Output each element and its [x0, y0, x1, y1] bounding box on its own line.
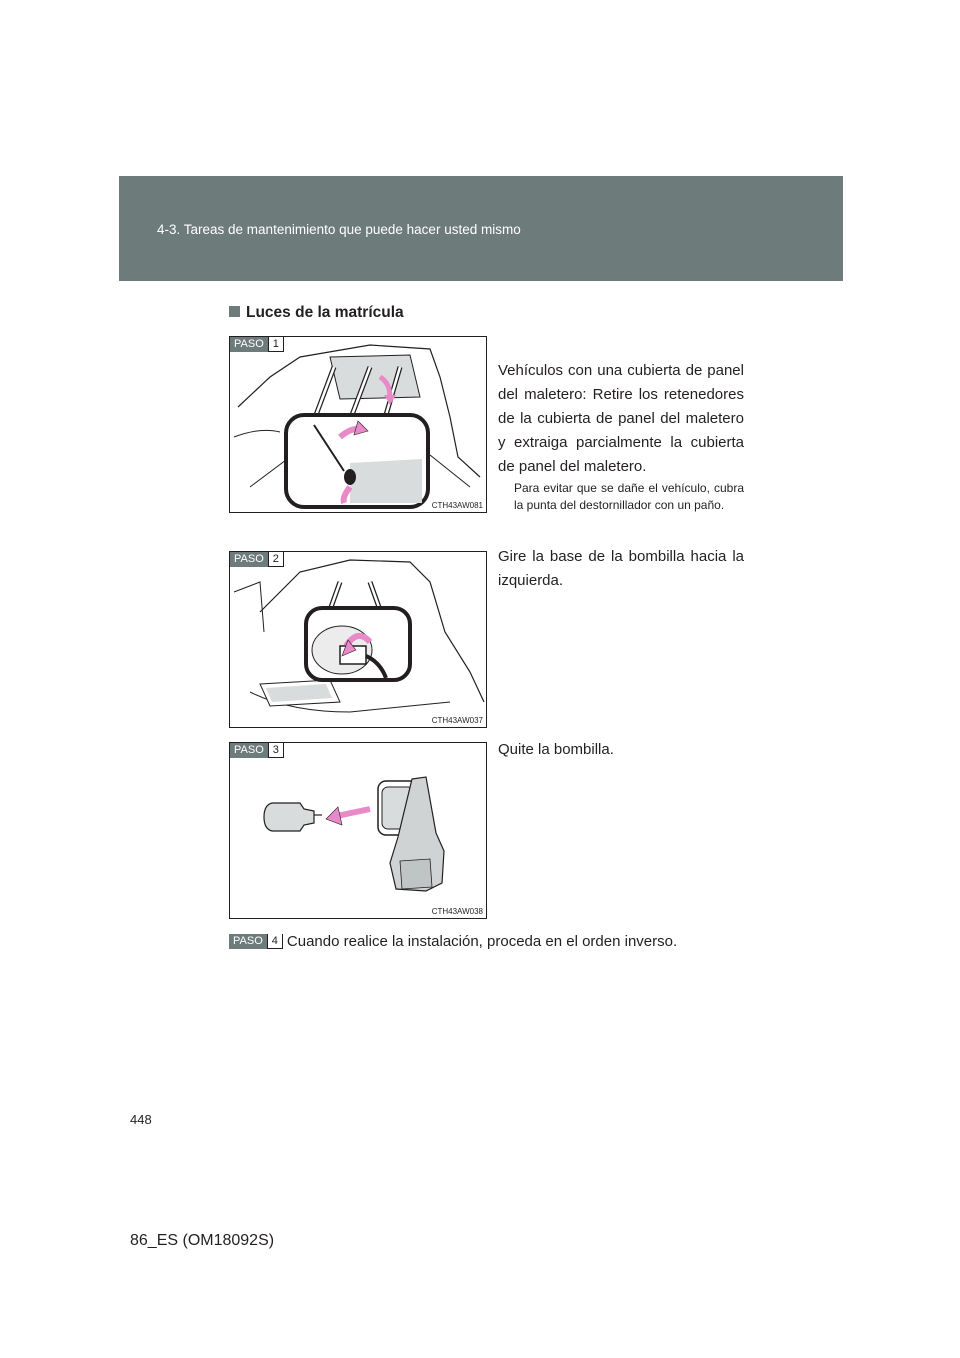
section-title	[229, 304, 404, 322]
step3-text: Quite la bombilla.	[498, 741, 614, 758]
step-badge: PASO 3	[230, 743, 284, 758]
page-number: 448	[130, 1112, 152, 1127]
step1-text: Vehículos con una cubierta de panel del maletero: Retire los retenedores de la cubierta de panel del maletero y extraiga parcialmente la cubierta de panel del maletero.	[498, 362, 744, 475]
step-badge: PASO 4	[229, 934, 283, 949]
step4	[229, 932, 677, 952]
step2-figure	[229, 551, 487, 728]
step-badge: PASO 2	[230, 552, 284, 567]
step3-figure	[229, 742, 487, 919]
figure-code: CTH43AW038	[431, 907, 483, 916]
figure-code: CTH43AW081	[431, 501, 483, 510]
chapter-header	[119, 176, 843, 281]
footer-code: 86_ES (OM18092S)	[130, 1232, 275, 1249]
bullet-square-icon	[229, 306, 240, 317]
step1-figure	[229, 336, 487, 513]
step4-text: Cuando realice la instalación, proceda en el orden inverso.	[286, 933, 678, 950]
bulb-removal-illustration	[230, 743, 486, 918]
bulb-base-illustration	[230, 552, 486, 727]
figure-code: CTH43AW037	[431, 716, 483, 725]
step2-text: Gire la base de la bombilla hacia la izquierda.	[498, 548, 744, 589]
section-title-text: Luces de la matrícula	[246, 304, 404, 321]
step-badge: PASO 1	[230, 337, 284, 352]
trunk-cover-illustration	[230, 337, 486, 512]
step1-note: Para evitar que se dañe el vehículo, cubra la punta del destornillador con un paño.	[514, 481, 744, 512]
breadcrumb: 4-3. Tareas de mantenimiento que puede hacer usted mismo	[157, 222, 521, 237]
